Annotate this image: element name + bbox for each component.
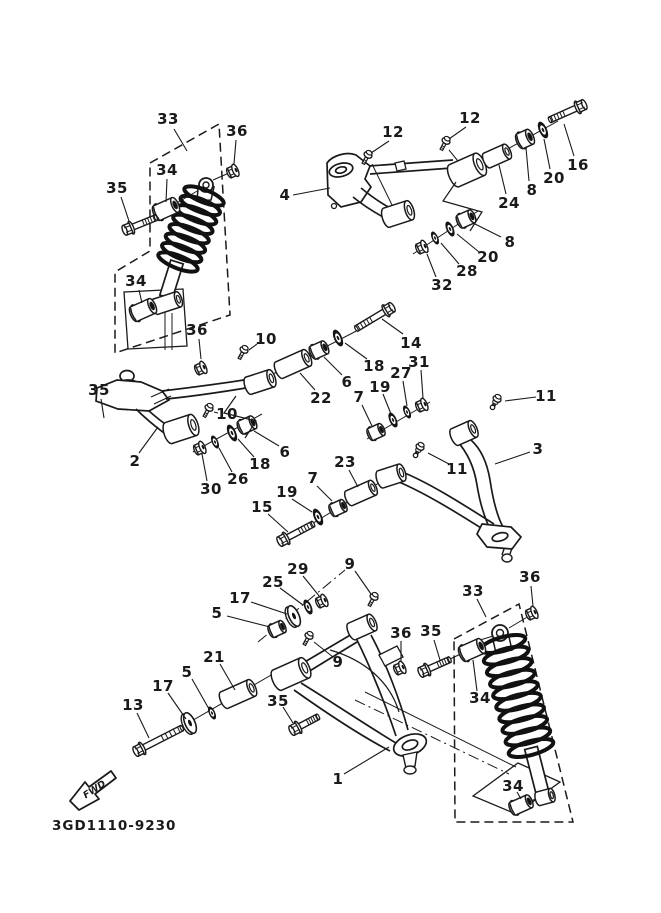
- arm-tube-end: [448, 419, 480, 447]
- arm-tube-end: [374, 463, 408, 489]
- small-bolt: [238, 344, 249, 359]
- bushing: [266, 620, 287, 639]
- part-callout-20: 20: [477, 248, 499, 266]
- part-callout-4: 4: [279, 186, 291, 204]
- part-callout-35: 35: [88, 381, 110, 399]
- arm-tube-end: [161, 413, 201, 445]
- bushing: [507, 794, 535, 817]
- flange-nut: [314, 593, 329, 608]
- part-callout-19: 19: [369, 378, 391, 396]
- part-callout-7: 7: [353, 388, 365, 406]
- part-callout-13: 13: [122, 696, 144, 714]
- part-callout-34: 34: [156, 161, 178, 179]
- washer: [443, 220, 456, 238]
- diagram-code: 3GD1110-9230: [52, 818, 177, 834]
- part-callout-32: 32: [431, 276, 453, 294]
- front-lower-arm-left: [294, 634, 429, 774]
- part-callout-36: 36: [226, 122, 248, 140]
- washer: [536, 120, 551, 140]
- bushing: [514, 128, 537, 150]
- part-callout-26: 26: [227, 470, 249, 488]
- collar-spacer: [272, 348, 314, 380]
- part-callout-3: 3: [532, 440, 544, 458]
- washer: [429, 230, 440, 245]
- part-callout-19: 19: [276, 483, 298, 501]
- part-callout-10: 10: [216, 405, 238, 423]
- flange-nut: [193, 360, 208, 375]
- part-callout-33: 33: [157, 110, 179, 128]
- arm-tube-end: [345, 613, 379, 641]
- flange-bolt: [354, 302, 397, 332]
- part-callout-11: 11: [535, 387, 557, 405]
- flange-nut: [392, 660, 407, 675]
- flange-nut: [225, 163, 240, 178]
- part-callout-31: 31: [408, 353, 430, 371]
- part-callout-29: 29: [287, 560, 309, 578]
- part-callout-18: 18: [363, 357, 385, 375]
- collar-spacer: [481, 143, 514, 169]
- small-bolt: [303, 630, 314, 645]
- part-callout-14: 14: [400, 334, 422, 352]
- part-callout-1: 1: [332, 770, 344, 788]
- part-callout-34: 34: [125, 272, 147, 290]
- part-callout-25: 25: [262, 573, 284, 591]
- collar-spacer: [343, 479, 379, 507]
- flange-bolt: [132, 725, 185, 757]
- part-callout-10: 10: [255, 330, 277, 348]
- part-callout-22: 22: [310, 389, 332, 407]
- flange-bolt: [121, 215, 158, 236]
- part-callout-11: 11: [446, 460, 468, 478]
- part-callout-8: 8: [504, 233, 516, 251]
- part-callout-28: 28: [456, 262, 478, 280]
- fwd-arrow: [70, 771, 116, 810]
- part-callout-23: 23: [334, 453, 356, 471]
- grease-nipple: [490, 393, 502, 409]
- part-callout-34: 34: [502, 777, 524, 795]
- part-callout-5: 5: [181, 663, 193, 681]
- flange-nut: [192, 440, 207, 455]
- part-callout-24: 24: [498, 194, 520, 212]
- grease-nipple: [413, 441, 425, 457]
- part-callout-17: 17: [229, 589, 251, 607]
- fwd-label: FWD: [81, 778, 109, 802]
- part-callout-21: 21: [203, 648, 225, 666]
- part-callout-2: 2: [129, 452, 141, 470]
- part-callout-17: 17: [152, 677, 174, 695]
- part-callout-18: 18: [249, 455, 271, 473]
- flange-bolt: [548, 99, 589, 123]
- bushing: [455, 209, 478, 230]
- part-callout-9: 9: [332, 653, 344, 671]
- part-callout-36: 36: [519, 568, 541, 586]
- small-bolt: [440, 135, 451, 150]
- part-callout-12: 12: [382, 123, 404, 141]
- part-callout-35: 35: [267, 692, 289, 710]
- part-callout-27: 27: [390, 364, 412, 382]
- bushing: [327, 499, 348, 518]
- washer: [301, 598, 314, 616]
- part-callout-36: 36: [390, 624, 412, 642]
- part-callout-34: 34: [469, 689, 491, 707]
- flange-bolt: [417, 656, 452, 678]
- collar-spacer: [217, 678, 259, 710]
- part-callout-5: 5: [211, 604, 223, 622]
- part-callout-33: 33: [462, 582, 484, 600]
- part-callout-12: 12: [459, 109, 481, 127]
- flange-bolt: [276, 521, 316, 547]
- part-callout-6: 6: [279, 443, 291, 461]
- small-bolt: [368, 591, 379, 606]
- part-callout-35: 35: [420, 622, 442, 640]
- part-callout-16: 16: [567, 156, 589, 174]
- position-flag-markers: [124, 289, 560, 814]
- part-callout-7: 7: [307, 469, 319, 487]
- front-lower-arm-right: [399, 440, 521, 562]
- part-callout-9: 9: [344, 555, 356, 573]
- bushing: [128, 297, 159, 323]
- part-callout-36: 36: [186, 321, 208, 339]
- arm-tube-end: [380, 199, 417, 228]
- part-callout-8: 8: [526, 181, 538, 199]
- part-callout-6: 6: [341, 373, 353, 391]
- part-callout-20: 20: [543, 169, 565, 187]
- part-callout-15: 15: [251, 498, 273, 516]
- small-bolt: [203, 402, 214, 417]
- flange-nut: [524, 605, 539, 620]
- flange-bolt: [288, 714, 321, 737]
- part-callout-30: 30: [200, 480, 222, 498]
- small-bolt: [362, 149, 373, 164]
- arm-tube-end: [242, 369, 278, 396]
- flange-nut: [414, 239, 429, 254]
- part-callout-35: 35: [106, 179, 128, 197]
